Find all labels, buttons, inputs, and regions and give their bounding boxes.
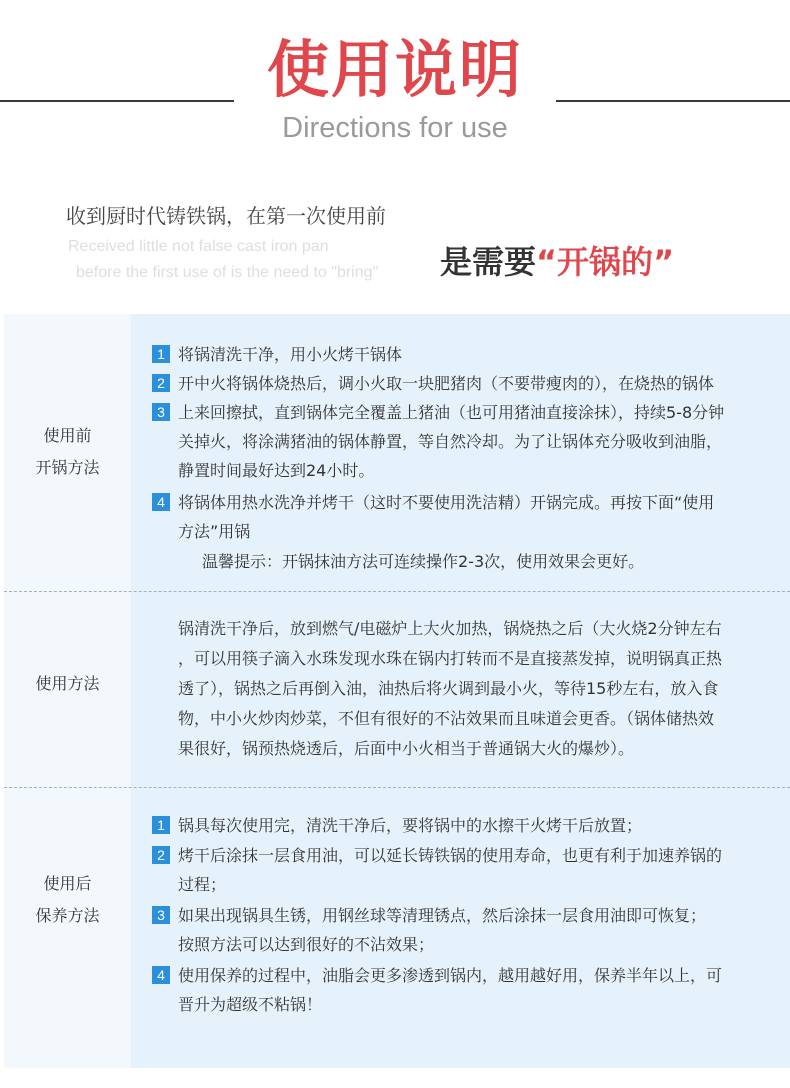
step-text: 烤干后涂抹一层食用油，可以延长铸铁锅的使用寿命，也更有利于加速养锅的 xyxy=(178,846,723,865)
step-text: 使用保养的过程中，油脂会更多渗透到锅内，越用越好用，保养半年以上，可 xyxy=(178,966,723,985)
step-number-badge: 2 xyxy=(152,374,170,392)
step-text: 按照方法可以达到很好的不沾效果； xyxy=(178,935,435,954)
section-label-line: 开锅方法 xyxy=(35,458,100,477)
close-quote: ” xyxy=(653,243,675,281)
step-number-badge: 1 xyxy=(152,816,170,834)
page-title: 使用说明 xyxy=(266,33,523,106)
step-number-badge: 4 xyxy=(152,966,170,984)
paragraph-line: 物，中小火炒肉炒菜，不但有很好的不沾效果而且味道会更香。（锅体储热效 xyxy=(178,709,715,728)
step-text: 过程； xyxy=(178,875,227,894)
tip-text: 温馨提示：开锅抹油方法可连续操作2-3次，使用效果会更好。 xyxy=(202,552,645,571)
paragraph-line: ，可以用筷子滴入水珠发现水珠在锅内打转而不是直接蒸发掉，说明锅真正热 xyxy=(178,649,723,668)
section-label-line: 使用前 xyxy=(43,426,92,445)
intro-english-2: before the first use of is the need to "bring" xyxy=(76,264,379,281)
step-text: 方法”用锅 xyxy=(178,522,251,541)
list-item xyxy=(152,340,772,369)
section-label-maintenance xyxy=(4,868,131,932)
paragraph-line: 透了），锅热之后再倒入油，油热后将火调到最小火，等待15秒左右，放入食 xyxy=(178,679,719,698)
step-text: 静置时间最好达到24小时。 xyxy=(178,461,375,480)
usage-paragraph xyxy=(178,614,770,764)
instructions-table xyxy=(4,314,790,1068)
list-item xyxy=(152,811,772,840)
section-divider xyxy=(4,591,790,592)
list-item xyxy=(152,488,772,546)
step-number-badge: 3 xyxy=(152,403,170,421)
step-text: 上来回擦拭，直到锅体完全覆盖上猪油（也可用猪油直接涂抹），持续5-8分钟 xyxy=(178,403,725,422)
step-number-badge: 4 xyxy=(152,493,170,511)
step-text: 晋升为超级不粘锅！ xyxy=(178,995,323,1014)
intro-english-1: Received little not false cast iron pan xyxy=(68,238,329,255)
step-text: 如果出现锅具生锈，用钢丝球等清理锈点，然后涂抹一层食用油即可恢复； xyxy=(178,906,707,925)
list-item xyxy=(152,398,772,485)
step-text: 锅具每次使用完，清洗干净后，要将锅中的水擦干火烤干后放置； xyxy=(178,816,643,835)
section-label-line: 使用后 xyxy=(43,874,92,893)
paragraph-line: 果很好，锅预热烧透后，后面中小火相当于普通锅大火的爆炒）。 xyxy=(178,739,635,758)
step-number-badge: 1 xyxy=(152,345,170,363)
step-text: 开中火将锅体烧热后，调小火取一块肥猪肉（不要带瘦肉的），在烧热的锅体 xyxy=(178,374,715,393)
open-quote: “ xyxy=(536,243,558,281)
section-label-line: 使用方法 xyxy=(35,674,100,693)
step-text: 将锅清洗干净，用小火烤干锅体 xyxy=(178,345,403,364)
paragraph-line: 锅清洗干净后，放到燃气/电磁炉上大火加热，锅烧热之后（大火烧2分钟左右 xyxy=(178,619,722,638)
step-number-badge: 3 xyxy=(152,906,170,924)
list-item xyxy=(152,901,772,959)
step-text: 将锅体用热水洗净并烤干（这时不要使用洗洁精）开锅完成。再按下面“使用 xyxy=(178,493,715,512)
intro-emphasis-prefix: 是需要 xyxy=(440,243,537,281)
list-item xyxy=(152,961,772,1019)
step-text: 关掉火，将涂满猪油的锅体静置，等自然冷却。为了让锅体充分吸收到油脂， xyxy=(178,432,723,451)
section-label-usage xyxy=(4,668,131,700)
step-number-badge: 2 xyxy=(152,846,170,864)
intro-emphasis-highlight: 开锅的 xyxy=(557,243,654,281)
list-item xyxy=(152,841,772,899)
intro-emphasis xyxy=(440,240,674,284)
section-divider xyxy=(4,787,790,788)
section-label-before-use xyxy=(4,420,131,484)
intro-text: 收到厨时代铸铁锅，在第一次使用前 xyxy=(66,204,386,228)
list-item xyxy=(152,369,772,398)
section-label-line: 保养方法 xyxy=(35,906,100,925)
page-subtitle: Directions for use xyxy=(282,112,508,144)
